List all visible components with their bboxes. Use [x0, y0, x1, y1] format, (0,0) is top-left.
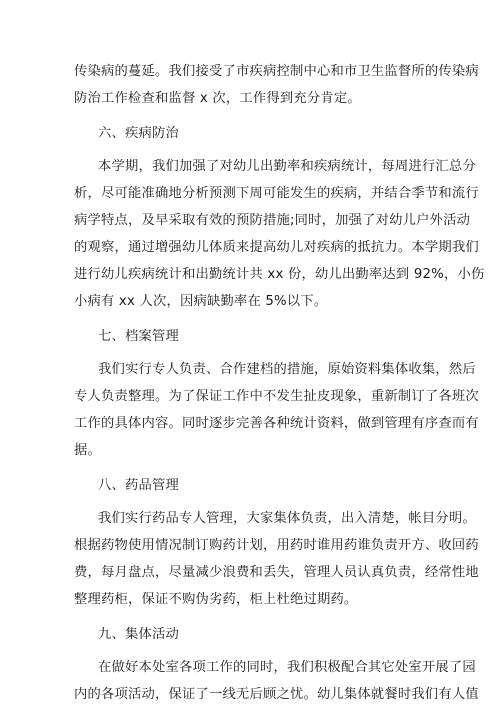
section-heading-disease-prevention: 六、疾病防治: [98, 126, 179, 141]
paragraph-line: 根据药物使用情况制订购药计划，用药时谁用药谁负责开方、收回药: [74, 538, 479, 553]
paragraph-line: 防治工作检查和监督 x 次，工作得到充分肯定。: [74, 91, 361, 106]
section-heading-archive-management: 七、档案管理: [98, 329, 179, 344]
section-body-group-activities: [74, 654, 479, 708]
paragraph-line: 的观察，通过增强幼儿体质来提高幼儿对疾病的抵抗力。本学期我们: [74, 240, 479, 255]
section-heading-group-activities: 九、集体活动: [98, 627, 179, 642]
paragraph-line: 在做好本处室各项工作的同时，我们积极配合其它处室开展了园: [98, 660, 476, 675]
document-page: [74, 58, 485, 708]
section-body-archive-management: [74, 356, 479, 464]
paragraph-line: 费，每月盘点，尽量减少浪费和丢失，管理人员认真负责，经常性地: [74, 565, 479, 580]
paragraph-line: 本学期，我们加强了对幼儿出勤率和疾病统计，每周进行汇总分: [98, 159, 476, 174]
section-heading-medicine-management: 八、药品管理: [98, 478, 179, 493]
paragraph-line: 据。: [74, 443, 101, 458]
paragraph-line: 析，尽可能准确地分析预测下周可能发生的疾病，并结合季节和流行: [74, 186, 479, 201]
paragraph-line: 内的各项活动，保证了一线无后顾之忧。幼儿集体就餐时我们有人值: [74, 687, 479, 702]
section-body-medicine-management: [74, 505, 479, 613]
paragraph-line: 我们实行药品专人管理，大家集体负责，出入清楚，帐目分明。: [98, 511, 476, 526]
paragraph-line: 我们实行专人负责、合作建档的措施，原始资料集体收集，然后: [98, 362, 476, 377]
paragraph-line: 小病有 xx 人次，因病缺勤率在 5%以下。: [74, 294, 328, 309]
section-body-disease-prevention: [74, 153, 485, 315]
paragraph-line: 专人负责整理。为了保证工作中不发生扯皮现象，重新制订了各班次: [74, 389, 479, 404]
paragraph-line: 整理药柜，保证不购伪劣药，柜上杜绝过期药。: [74, 592, 358, 607]
paragraph-line: 工作的具体内容。同时逐步完善各种统计资料，做到管理有序查而有: [74, 416, 479, 431]
paragraph-line: 传染病的蔓延。我们接受了市疾病控制中心和市卫生监督所的传染病: [74, 64, 479, 79]
intro-paragraph: [74, 58, 479, 112]
paragraph-line: 进行幼儿疾病统计和出勤统计共 xx 份，幼儿出勤率达到 92%，小伤: [74, 267, 485, 282]
paragraph-line: 病学特点，及早采取有效的预防措施;同时，加强了对幼儿户外活动: [74, 213, 471, 228]
